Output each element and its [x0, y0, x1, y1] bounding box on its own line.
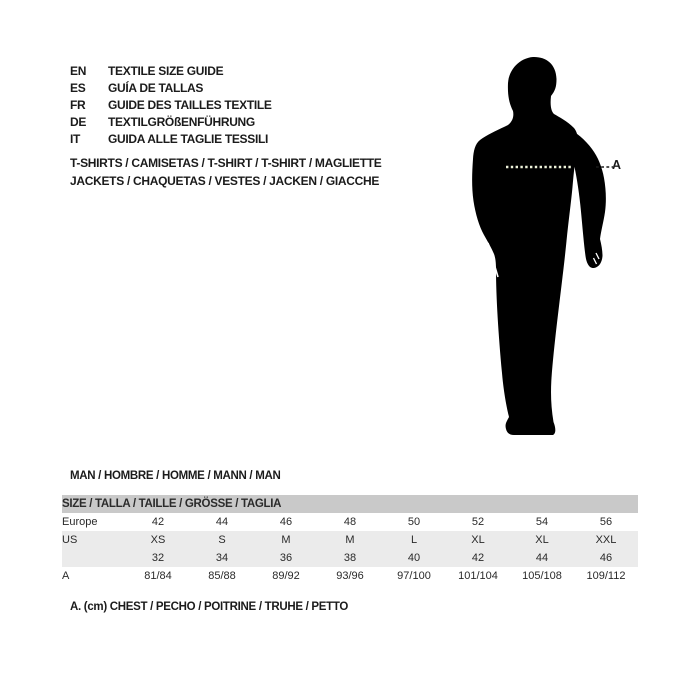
size-cell: 56 — [599, 516, 613, 528]
row-label: A — [62, 570, 70, 582]
language-code: DE — [70, 115, 87, 129]
size-cell: 32 — [126, 549, 190, 567]
size-cell: 93/96 — [336, 570, 364, 582]
size-cell: 50 — [407, 516, 421, 528]
language-code: ES — [70, 81, 86, 95]
size-cell: M — [254, 531, 318, 549]
size-cell: 109/112 — [586, 570, 626, 582]
garment-line-tshirts: T-SHIRTS / CAMISETAS / T-SHIRT / T-SHIRT / MAGLIETTE — [70, 156, 382, 170]
size-cell: S — [190, 531, 254, 549]
garment-line-jackets: JACKETS / CHAQUETAS / VESTES / JACKEN / GIACCHE — [70, 173, 380, 188]
size-table — [62, 495, 638, 585]
size-cell: 97/100 — [397, 570, 431, 582]
size-cell: 54 — [535, 516, 549, 528]
size-cell: 36 — [254, 549, 318, 567]
row-label: Europe — [62, 516, 98, 528]
garment-types — [70, 155, 382, 190]
size-cell: 44 — [215, 516, 229, 528]
size-cell: XS — [126, 531, 190, 549]
row-label — [62, 549, 126, 567]
row-label: US — [62, 531, 126, 549]
size-cell: 48 — [343, 516, 357, 528]
language-code: IT — [70, 132, 81, 146]
language-label: GUIDA ALLE TAGLIE TESSILI — [108, 132, 269, 146]
size-cell: 38 — [318, 549, 382, 567]
chest-measure-label: A — [612, 158, 621, 172]
size-cell: 85/88 — [208, 570, 236, 582]
size-cell: XL — [446, 531, 510, 549]
table-row-europe — [62, 513, 638, 531]
table-row-us-letters — [62, 531, 638, 549]
size-cell: 105/108 — [522, 570, 562, 582]
size-cell: 89/92 — [272, 570, 300, 582]
size-cell: 40 — [382, 549, 446, 567]
language-code: EN — [70, 64, 87, 78]
language-label: GUIDE DES TAILLES TEXTILE — [108, 98, 272, 112]
language-label: TEXTILE SIZE GUIDE — [108, 64, 224, 78]
size-cell: XL — [510, 531, 574, 549]
silhouette-body — [472, 57, 578, 435]
language-row-it — [70, 131, 272, 148]
size-cell: XXL — [574, 531, 638, 549]
language-list — [70, 63, 272, 148]
language-row-fr — [70, 97, 272, 114]
man-silhouette-figure — [450, 45, 650, 445]
language-row-de — [70, 114, 272, 131]
table-row-us-numeric — [62, 549, 638, 567]
language-row-en — [70, 63, 272, 80]
language-label: TEXTILGRÖßENFÜHRUNG — [108, 115, 255, 129]
size-cell: 34 — [190, 549, 254, 567]
section-title-man: MAN / HOMBRE / HOMME / MANN / MAN — [70, 470, 281, 482]
table-row-chest-cm — [62, 567, 638, 585]
size-cell: 81/84 — [144, 570, 172, 582]
size-cell: 101/104 — [458, 570, 498, 582]
language-code: FR — [70, 98, 86, 112]
size-cell: L — [382, 531, 446, 549]
size-table-header-row — [62, 495, 638, 513]
size-cell: M — [318, 531, 382, 549]
size-cell: 42 — [151, 516, 165, 528]
size-cell: 52 — [471, 516, 485, 528]
language-row-es — [70, 80, 272, 97]
measurement-footnote: A. (cm) CHEST / PECHO / POITRINE / TRUHE / PETTO — [70, 601, 349, 613]
size-cell: 44 — [510, 549, 574, 567]
language-label: GUÍA DE TALLAS — [108, 81, 204, 95]
size-table-grid — [62, 495, 638, 585]
size-table-header: SIZE / TALLA / TAILLE / GRÖSSE / TAGLIA — [62, 495, 638, 513]
size-cell: 46 — [279, 516, 293, 528]
size-cell: 42 — [446, 549, 510, 567]
size-cell: 46 — [574, 549, 638, 567]
